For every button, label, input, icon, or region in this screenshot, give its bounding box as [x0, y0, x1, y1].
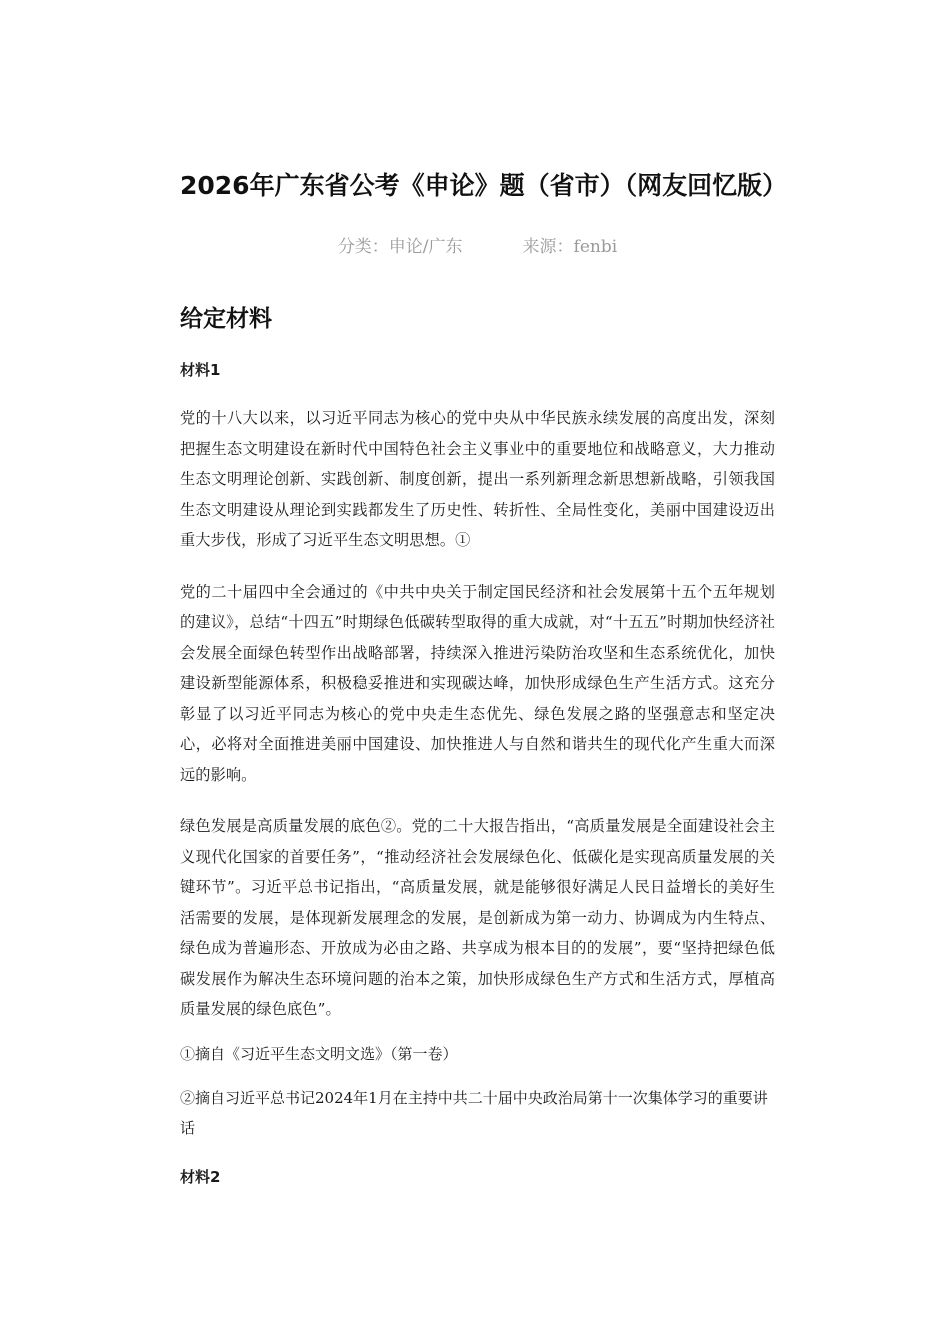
document-title: 2026年广东省公考《申论》题（省市）（网友回忆版）: [180, 171, 788, 200]
material-1-label: 材料1: [180, 361, 221, 379]
source-label: 来源：fenbi: [522, 237, 618, 257]
material-1-paragraph-1: 党的十八大以来，以习近平同志为核心的党中央从中华民族永续发展的高度出发，深刻把握生态文明建设在新时代中国特色社会主义事业中的重要地位和战略意义，大力推动生态文明理论创新、实践创新、制度创新，提出一系列新理念新思想新战略，引领我国生态文明建设从理论到实践都发生了历史性、转折性、全局性变化，美丽中国建设迈出重大步伐，形成了习近平生态文明思想。①: [180, 409, 775, 549]
footnote-1: ①摘自《习近平生态文明文选》（第一卷）: [180, 1044, 458, 1063]
material-1-paragraph-3: 绿色发展是高质量发展的底色②。党的二十大报告指出，“高质量发展是全面建设社会主义现代化国家的首要任务”，“推动经济社会发展绿色化、低碳化是实现高质量发展的关键环节”。习近平总书记指出，“高质量发展，就是能够很好满足人民日益增长的美好生活需要的发展，是体现新发展理念的发展，是创新成为第一动力、协调成为内生特点、绿色成为普遍形态、开放成为必由之路、共享成为根本目的的发展”，要“坚持把绿色低碳发展作为解决生态环境问题的治本之策，加快形成绿色生产方式和生活方式，厚植高质量发展的绿色底色”。: [180, 817, 775, 1018]
material-2-label: 材料2: [180, 1167, 221, 1186]
section-heading: 给定材料: [180, 306, 272, 332]
footnote-2: ②摘自习近平总书记2024年1月在主持中共二十届中央政治局第十一次集体学习的重要讲话: [180, 1088, 768, 1137]
material-1-paragraph-2: 党的二十届四中全会通过的《中共中央关于制定国民经济和社会发展第十五个五年规划的建议》，总结“十四五”时期绿色低碳转型取得的重大成就，对“十五五”时期加快经济社会发展全面绿色转型作出战略部署，持续深入推进污染防治攻坚和生态系统优化，加快建设新型能源体系，积极稳妥推进和实现碳达峰，加快形成绿色生产生活方式。这充分彰显了以习近平同志为核心的党中央走生态优先、绿色发展之路的坚强意志和坚定决心，必将对全面推进美丽中国建设、加快推进人与自然和谐共生的现代化产生重大而深远的影响。: [180, 582, 775, 784]
document-page: [180, 0, 788, 1189]
document-meta: [180, 235, 775, 259]
category-label: 分类：申论/广东: [337, 237, 463, 257]
